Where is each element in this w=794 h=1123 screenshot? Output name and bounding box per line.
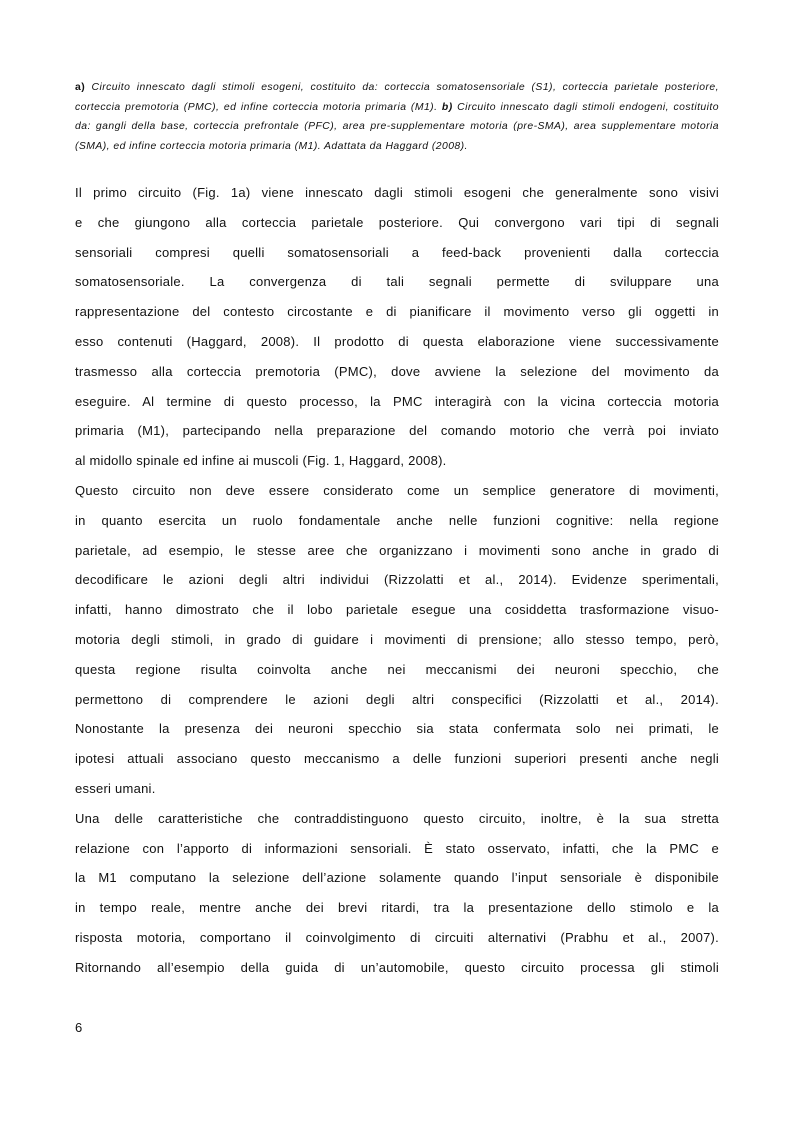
- text-line: risposta motoria, comportano il coinvolgimento di circuiti alternativi (Prabhu et al., 2007).: [75, 929, 719, 945]
- text-line: al midollo spinale ed infine ai muscoli (Fig. 1, Haggard, 2008).: [75, 453, 447, 469]
- text-line: sensoriali compresi quelli somatosensoriali a feed-back provenienti dalla corteccia: [75, 244, 719, 260]
- text-line: Una delle caratteristiche che contraddistinguono questo circuito, inoltre, è la sua stretta: [75, 810, 719, 826]
- text-line: questa regione risulta coinvolta anche nei meccanismi dei neuroni specchio, che: [75, 661, 719, 677]
- text-line: Ritornando all’esempio della guida di un’automobile, questo circuito processa gli stimoli: [75, 959, 719, 975]
- text-line: relazione con l’apporto di informazioni sensoriali. È stato osservato, infatti, che la PMC e: [75, 840, 719, 856]
- body-text: [75, 178, 719, 983]
- text-line: in quanto esercita un ruolo fondamentale anche nelle funzioni cognitive: nella regione: [75, 512, 719, 528]
- text-line: ipotesi attuali associano questo meccanismo a delle funzioni superiori presenti anche negli: [75, 751, 719, 767]
- page-number: 6: [75, 1020, 83, 1035]
- text-line: Questo circuito non deve essere considerato come un semplice generatore di movimenti,: [75, 482, 719, 498]
- text-line: eseguire. Al termine di questo processo, la PMC interagirà con la vicina corteccia motoria: [75, 393, 719, 409]
- text-line: permettono di comprendere le azioni degli altri conspecifici (Rizzolatti et al., 2014).: [75, 691, 719, 707]
- text-line: motoria degli stimoli, in grado di guidare i movimenti di prensione; allo stesso tempo, però,: [75, 631, 719, 647]
- text-line: esseri umani.: [75, 780, 156, 796]
- text-line: la M1 computano la selezione dell’azione solamente quando l’input sensoriale è disponibile: [75, 870, 719, 886]
- text-line: decodificare le azioni degli altri individui (Rizzolatti et al., 2014). Evidenze sperimentali,: [75, 572, 719, 588]
- paragraph-3: [75, 804, 719, 983]
- document-page: [75, 78, 719, 983]
- text-line: rappresentazione del contesto circostante e di pianificare il movimento verso gli oggetti in: [75, 304, 719, 320]
- text-line: Il primo circuito (Fig. 1a) viene innescato dagli stimoli esogeni che generalmente sono visivi: [75, 185, 719, 200]
- text-line: trasmesso alla corteccia premotoria (PMC), dove avviene la selezione del movimento da: [75, 363, 719, 379]
- paragraph-1: [75, 178, 719, 476]
- paragraph-2: [75, 476, 719, 804]
- text-line: primaria (M1), partecipando nella preparazione del comando motorio che verrà poi inviato: [75, 423, 719, 439]
- text-line: infatti, hanno dimostrato che il lobo parietale esegue una cosiddetta trasformazione visuo-: [75, 602, 719, 618]
- text-line: parietale, ad esempio, le stesse aree che organizzano i movimenti sono anche in grado di: [75, 542, 719, 558]
- text-line: e che giungono alla corteccia parietale posteriore. Qui convergono vari tipi di segnali: [75, 214, 719, 230]
- text-line: in tempo reale, mentre anche dei brevi ritardi, tra la presentazione dello stimolo e la: [75, 900, 719, 916]
- figure-caption: [75, 78, 719, 156]
- text-line: esso contenuti (Haggard, 2008). Il prodotto di questa elaborazione viene successivamente: [75, 333, 719, 349]
- caption-label-a: a): [75, 82, 86, 93]
- caption-text-a: Circuito innescato dagli stimoli esogeni, costituito da: corteccia somatosensoriale (S1), corteccia parietale posteriore, corteccia premotoria (PMC), ed infine corteccia motoria primaria (M1).: [75, 82, 719, 113]
- text-line: Nonostante la presenza dei neuroni specchio sia stata confermata solo nei primati, le: [75, 721, 719, 737]
- text-line: somatosensoriale. La convergenza di tali segnali permette di sviluppare una: [75, 274, 719, 290]
- caption-label-b: b): [441, 101, 453, 113]
- caption-text-b: Circuito innescato dagli stimoli endogeni, costituito da: gangli della base, corteccia prefrontale (PFC), area pre-supplementare motoria (pre-SMA), area supplementare motoria (SMA), ed infine corteccia motoria primaria (M1). Adattata da Haggard (2008).: [75, 101, 719, 152]
